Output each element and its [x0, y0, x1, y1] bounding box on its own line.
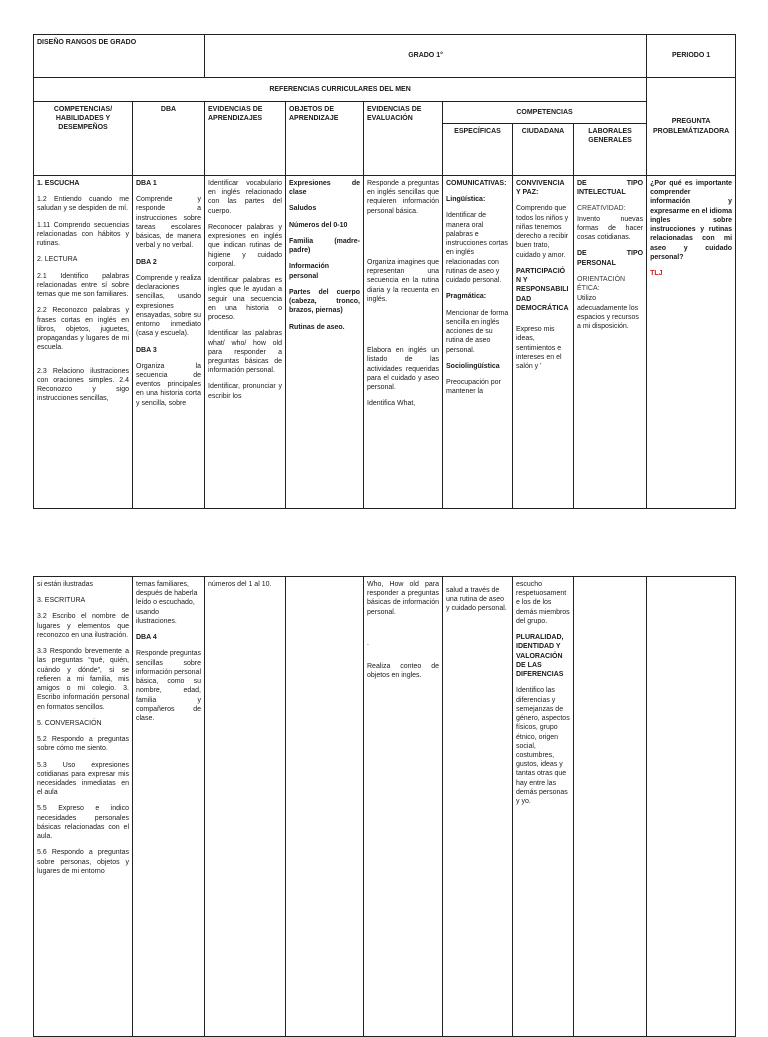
col-header-competencias-hab: COMPETENCIAS/ HABILIDADES Y DESEMPEÑOS [34, 102, 133, 176]
design-title: DISEÑO RANGOS DE GRADO [34, 35, 205, 78]
curriculum-table-page1 [33, 34, 736, 509]
cell-evidencias-evaluacion: Responde a preguntas en inglés sencillas que requieren información personal básica. Organiza imagines que representan una secuencia en la rutina diaria y la recuenta en inglés. Elabora en inglés un listado de las actividades requeridas para el cuidado y aseo personal. Identifica What, [364, 176, 443, 509]
cell2-ciudadana: escucho respetuosamente los de los demás miembros del grupo. PLURALIDAD, IDENTIDAD Y VALORACIÓN DE LAS DIFERENCIAS Identifico las diferencias y semejanzas de género, aspectos físicos, grupo étnico, origen social, costumbres, gustos, ideas y tantas otras que hay entre las demás personas y yo. [513, 577, 574, 1037]
cell2-competencias: si están ilustradas 3. ESCRITURA 3.2 Escribo el nombre de lugares y elementos que reconozco en una ilustración. 3.3 Respondo brevemente a las preguntas “qué, quién, cuándo y dónde”, si se refieren a mi familia, mis amigos o mi colegio. 3. Escribo información personal en formatos sencillos. 5. CONVERSACIÓN 5.2 Respondo a preguntas sobre cómo me siento. 5.3 Uso expresiones cotidianas para expresar mis necesidades inmediatas en el aula 5.5 Expreso e indico necesidades personales básicas relacionadas con el aula. 5.6 Respondo a preguntas sobre personas, objetos y lugares de mi entorno [34, 577, 133, 1037]
col-header-pregunta: PREGUNTA PROBLEMÁTIZADORA [647, 78, 736, 176]
cell2-laborales [574, 577, 647, 1037]
cell2-pregunta [647, 577, 736, 1037]
cell2-evidencias-aprendizaje: números del 1 al 10. [205, 577, 286, 1037]
cell-objetos: Expresiones de clase Saludos Números del 0-10 Familia (madre-padre) Información personal Partes del cuerpo (cabeza, tronco, brazos, piernas) Rutinas de aseo. [286, 176, 364, 509]
problem-question: ¿Por qué es importante comprender información y expresarme en el idioma ingles sobre instrucciones y rutinas relacionadas con mi aseo y cuidado personal? [650, 180, 733, 261]
cell2-especificas: salud a través de una rutina de aseo y cuidado personal. [443, 577, 513, 1037]
curriculum-table-page2 [33, 576, 736, 1037]
col-header-evidencias-aprendizaje: EVIDENCIAS DE APRENDIZAJES [205, 102, 286, 176]
cell-dba: DBA 1 Comprende y responde a instrucciones sobre tareas escolares básicas, de manera verbal y no verbal. DBA 2 Comprende y realiza declaraciones sencillas, usando expresiones ensayadas, sobre su entorno inmediato (casa y escuela). DBA 3 Organiza la secuencia de eventos principales en una historia corta y sencilla, sobre [133, 176, 205, 509]
col-header-objetos: OBJETOS DE APRENDIZAJE [286, 102, 364, 176]
cell-laborales: DE TIPO INTELECTUAL CREATIVIDAD: Invento nuevas formas de hacer cosas cotidianas. DE TIPO PERSONAL ORIENTACIÓN ÉTICA: Utilizo adecuadamente los espacios y recursos a mi disposición. [574, 176, 647, 509]
cell2-dba: temas familiares, después de haberla leído o escuchado, usando ilustraciones. DBA 4 Responde preguntas sencillas sobre información personal básica, como su nombre, edad, familia y compañeros de clase. [133, 577, 205, 1037]
period-label: PERIODO 1 [647, 35, 736, 78]
cell-ciudadana: CONVIVENCIA Y PAZ: Comprendo que todos los niños y niñas tenemos derecho a recibir buen trato, cuidado y amor. PARTICIPACIÓN Y RESPONSABILIDAD DEMOCRÁTICA Expreso mis ideas, sentimientos e intereses en el salón y ' [513, 176, 574, 509]
col-header-evidencias-evaluacion: EVIDENCIAS DE EVALUACIÓN [364, 102, 443, 176]
tlj-tag: TLJ [650, 270, 663, 278]
cell-pregunta [647, 176, 736, 509]
curricular-references: REFERENCIAS CURRICULARES DEL MEN [34, 78, 647, 102]
cell2-objetos [286, 577, 364, 1037]
cell2-evidencias-evaluacion: Who, How old para responder a preguntas básicas de información personal. . Realiza conteo de objetos en ingles. [364, 577, 443, 1037]
cell-especificas: COMUNICATIVAS: Lingüística: Identificar de manera oral palabras e instrucciones cortas en inglés relacionadas con rutinas de aseo y cuidado personal. Pragmática: Mencionar de forma sencilla en inglés acciones de su rutina de aseo personal. Sociolingüística Preocupación por mantener la [443, 176, 513, 509]
col-header-especificas: ESPECÍFICAS [443, 124, 513, 176]
cell-evidencias-aprendizaje: Identificar vocabulario en inglés relacionado con las partes del cuerpo. Reconocer palabras y expresiones en inglés que indican rutinas de higiene y cuidado corporal. Identificar palabras es ingles que le ayudan a seguir una secuencia en una historia o proceso. Identificar las palabras what/ who/ how old para responder a preguntas básicas de información personal. Identificar, pronunciar y escribir los [205, 176, 286, 509]
col-header-dba: DBA [133, 102, 205, 176]
grade-label: GRADO 1° [205, 35, 647, 78]
col-header-laborales: LABORALES GENERALES [574, 124, 647, 176]
col-header-ciudadana: CIUDADANA [513, 124, 574, 176]
col-header-competencias: COMPETENCIAS [443, 102, 647, 124]
cell-competencias: 1. ESCUCHA 1.2 Entiendo cuando me saludan y se despiden de mí. 1.11 Comprendo secuencias relacionadas con hábitos y rutinas. 2. LECTURA 2.1 Identifico palabras relacionadas entre sí sobre temas que me son familiares. 2.2 Reconozco palabras y frases cortas en inglés en libros, objetos, juguetes, propagandas y lugares de mi escuela. 2.3 Relaciono ilustraciones con oraciones simples. 2.4 Reconozco y sigo instrucciones sencillas, [34, 176, 133, 509]
